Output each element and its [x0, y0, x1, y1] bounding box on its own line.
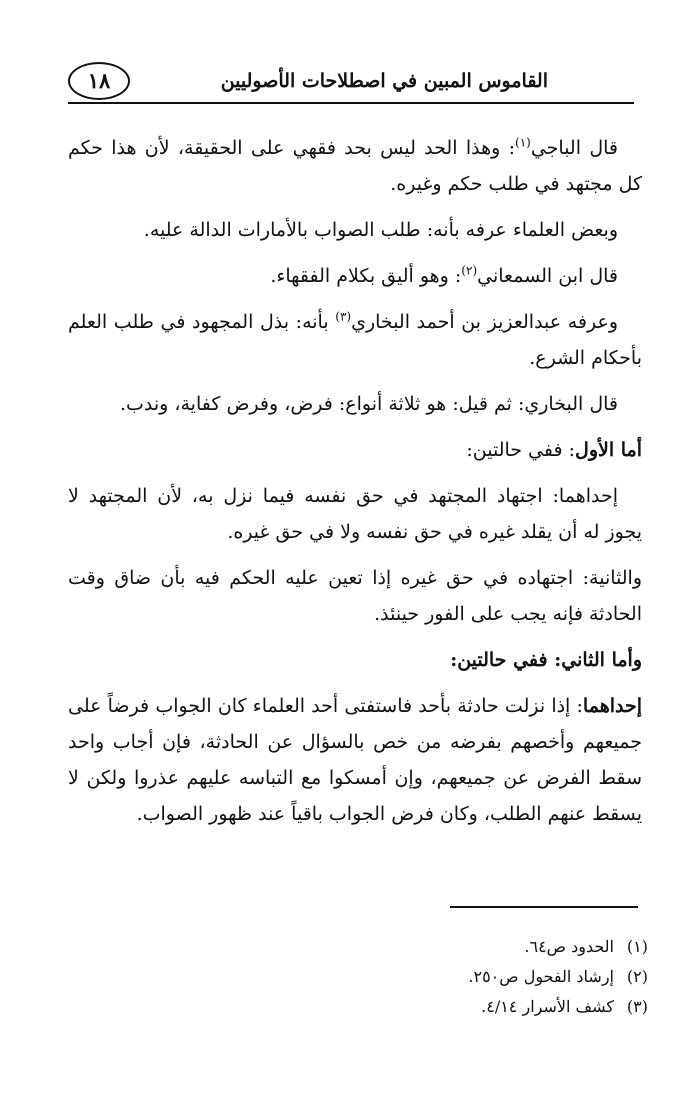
footnote-ref-3: (٣) — [335, 309, 352, 324]
text-run: قال الباجي — [530, 137, 619, 159]
footnotes — [468, 932, 648, 1022]
paragraph-5: قال البخاري: ثم قيل: هو ثلاثة أنواع: فرض، وفرض كفاية، وندب. — [119, 393, 618, 415]
paragraph-6 — [68, 432, 642, 468]
text-run: وعرفه عبدالعزيز بن أحمد البخاري — [351, 311, 619, 333]
page-header — [68, 62, 634, 102]
footnote-text: كشف الأسرار ٤/١٤. — [481, 997, 614, 1016]
footnote-text: الحدود ص٦٤. — [524, 937, 614, 956]
footnote-ref-1: (١) — [515, 135, 531, 150]
footnote-number: (١) — [626, 937, 648, 956]
text-run: : إذا نزلت حادثة بأحد فاستفتى أحد العلماء كان الجواب فرضاً على جميعهم وأخصهم بفرضه من خص بالسؤال عن الحادثة، فإن أجاب واحد سقط الفرض عن جميعهم، وإن أمسكوا مع التباسه عليهم عذروا ولكن لا يسقط عنهم الطلب، وكان فرض الجواب باقياً عند ظهور الصواب. — [68, 695, 642, 825]
header-rule — [68, 102, 634, 104]
text-run: قال ابن السمعاني — [477, 265, 618, 287]
footnote-number: (٣) — [626, 997, 648, 1016]
running-title: القاموس المبين في اصطلاحات الأصوليين — [220, 70, 548, 92]
footnote-separator — [450, 906, 638, 908]
paragraph-9: وأما الثاني: ففي حالتين: — [450, 649, 642, 671]
paragraph-8: والثانية: اجتهاده في حق غيره إذا تعين عليه الحكم فيه بأن ضاق وقت الحادثة فإنه يجب على الفور حينئذ. — [68, 567, 642, 625]
footnote-item — [468, 992, 648, 1022]
paragraph-2: وبعض العلماء عرفه بأنه: طلب الصواب بالأمارات الدالة عليه. — [143, 219, 618, 241]
main-text — [68, 130, 642, 842]
text-run: : وهذا الحد ليس بحد فقهي على الحقيقة، لأن هذا حكم كل مجتهد في طلب حكم وغيره. — [68, 137, 642, 195]
text-run: بأنه: بذل المجهود في طلب العلم بأحكام الشرع. — [68, 311, 642, 369]
text-run: : ففي حالتين: — [466, 439, 576, 461]
footnote-number: (٢) — [626, 967, 648, 986]
footnote-ref-2: (٢) — [461, 263, 478, 278]
page-number: ١٨ — [68, 62, 130, 100]
section-lead: إحداهما — [582, 695, 642, 717]
footnote-text: إرشاد الفحول ص٢٥٠. — [468, 967, 614, 986]
paragraph-1 — [68, 130, 642, 202]
footnote-item — [468, 962, 648, 992]
paragraph-7: إحداهما: اجتهاد المجتهد في حق نفسه فيما نزل به، لأن المجتهد لا يجوز له أن يقلد غيره في حق نفسه ولا في حق غيره. — [68, 485, 642, 543]
text-run: : وهو أليق بكلام الفقهاء. — [270, 265, 462, 287]
paragraph-4 — [68, 304, 642, 376]
footnote-item — [468, 932, 648, 962]
paragraph-3 — [68, 258, 642, 294]
section-lead: أما الأول — [575, 439, 642, 461]
paragraph-10 — [68, 688, 642, 832]
